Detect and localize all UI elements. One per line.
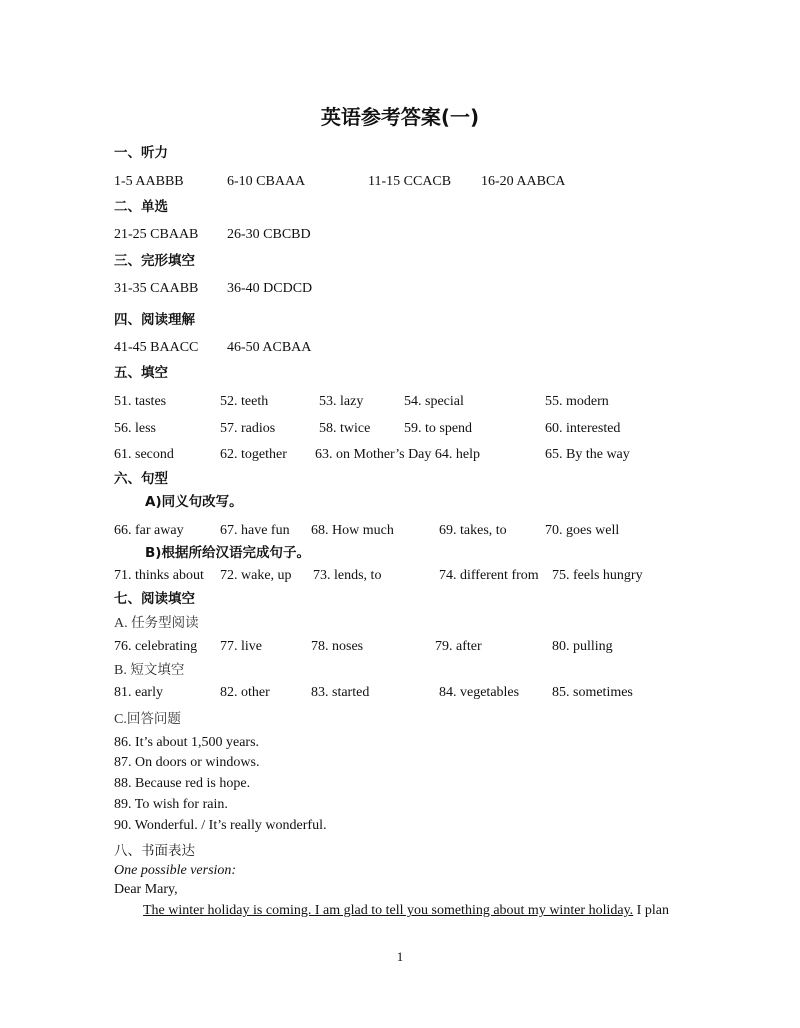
answer-line: 88. Because red is hope.: [114, 776, 251, 791]
section-heading-reading-fill: 七、阅读填空: [114, 591, 195, 607]
answer-cell: 81. early: [114, 685, 163, 700]
writing-intro: One possible version:: [114, 863, 237, 878]
section-heading-writing: 八、书面表达: [114, 843, 195, 859]
subsection-label: A)同义句改写。: [145, 494, 243, 510]
letter-greeting: Dear Mary,: [114, 882, 178, 897]
page-title: 英语参考答案(一): [320, 105, 480, 129]
answer-line: 86. It’s about 1,500 years.: [114, 735, 260, 750]
letter-first-line: [143, 904, 669, 918]
section-heading-reading: 四、阅读理解: [114, 312, 195, 328]
answer-cell: 51. tastes: [114, 394, 167, 409]
answer-line: 89. To wish for rain.: [114, 797, 228, 812]
subsection-label: B)根据所给汉语完成句子。: [145, 545, 310, 561]
section-heading-listening: 一、听力: [114, 145, 168, 161]
answer-cell: 55. modern: [545, 394, 609, 409]
answer-cell: 57. radios: [220, 421, 276, 436]
answer-cell: 6-10 CBAAA: [227, 174, 306, 189]
answer-cell: 72. wake, up: [220, 568, 292, 583]
answer-cell: 36-40 DCDCD: [227, 281, 313, 296]
answer-cell: 46-50 ACBAA: [227, 340, 312, 355]
subsection-letter: B.: [114, 663, 127, 678]
section-heading-sentence-patterns: 六、句型: [114, 471, 168, 487]
subsection-label: 任务型阅读: [131, 615, 199, 631]
answer-cell: 60. interested: [545, 421, 621, 436]
answer-cell: 54. special: [404, 394, 464, 409]
answer-line: 90. Wonderful. / It’s really wonderful.: [114, 818, 327, 833]
subsection-task-reading: [114, 617, 199, 631]
subsection-letter: A.: [114, 616, 128, 631]
answer-cell: 31-35 CAABB: [114, 281, 199, 296]
answer-cell: 80. pulling: [552, 639, 613, 654]
answer-cell: 78. noses: [311, 639, 364, 654]
page-number: 1: [396, 949, 404, 964]
section-heading-fill-in: 五、填空: [114, 365, 168, 381]
answer-cell: 71. thinks about: [114, 568, 204, 583]
answer-cell: 73. lends, to: [313, 568, 382, 583]
section-heading-single-choice: 二、单选: [114, 199, 168, 215]
letter-continuation: I plan: [633, 903, 669, 918]
answer-cell: 63. on Mother’s Day 64. help: [315, 447, 480, 462]
answer-cell: 16-20 AABCA: [481, 174, 566, 189]
answer-cell: 69. takes, to: [439, 523, 507, 538]
answer-cell: 56. less: [114, 421, 156, 436]
answer-cell: 61. second: [114, 447, 174, 462]
answer-cell: 68. How much: [311, 523, 394, 538]
answer-cell: 82. other: [220, 685, 270, 700]
section-heading-cloze: 三、完形填空: [114, 253, 195, 269]
answer-cell: 58. twice: [319, 421, 371, 436]
answer-cell: 59. to spend: [404, 421, 473, 436]
subsection-label: 短文填空: [130, 662, 185, 678]
subsection-letter: C.: [114, 712, 127, 727]
answer-cell: 53. lazy: [319, 394, 364, 409]
answer-cell: 1-5 AABBB: [114, 174, 184, 189]
answer-cell: 85. sometimes: [552, 685, 633, 700]
underlined-sentence: The winter holiday is coming. I am glad to tell you something about my winter holiday.: [143, 903, 634, 918]
answer-cell: 77. live: [220, 639, 262, 654]
answer-cell: 41-45 BAACC: [114, 340, 199, 355]
answer-cell: 26-30 CBCBD: [227, 227, 311, 242]
answer-cell: 75. feels hungry: [552, 568, 643, 583]
answer-cell: 11-15 CCACB: [368, 174, 452, 189]
answer-cell: 62. together: [220, 447, 287, 462]
answer-cell: 21-25 CBAAB: [114, 227, 199, 242]
answer-cell: 66. far away: [114, 523, 184, 538]
subsection-answer-questions: [114, 713, 181, 727]
answer-cell: 83. started: [311, 685, 370, 700]
answer-cell: 74. different from: [439, 568, 539, 583]
answer-cell: 79. after: [435, 639, 482, 654]
answer-cell: 76. celebrating: [114, 639, 198, 654]
answer-cell: 65. By the way: [545, 447, 630, 462]
answer-line: 87. On doors or windows.: [114, 755, 260, 770]
subsection-label: 回答问题: [126, 711, 181, 727]
answer-cell: 67. have fun: [220, 523, 290, 538]
subsection-passage-fill: [114, 664, 184, 678]
answer-cell: 70. goes well: [545, 523, 620, 538]
answer-cell: 84. vegetables: [439, 685, 520, 700]
answer-cell: 52. teeth: [220, 394, 269, 409]
